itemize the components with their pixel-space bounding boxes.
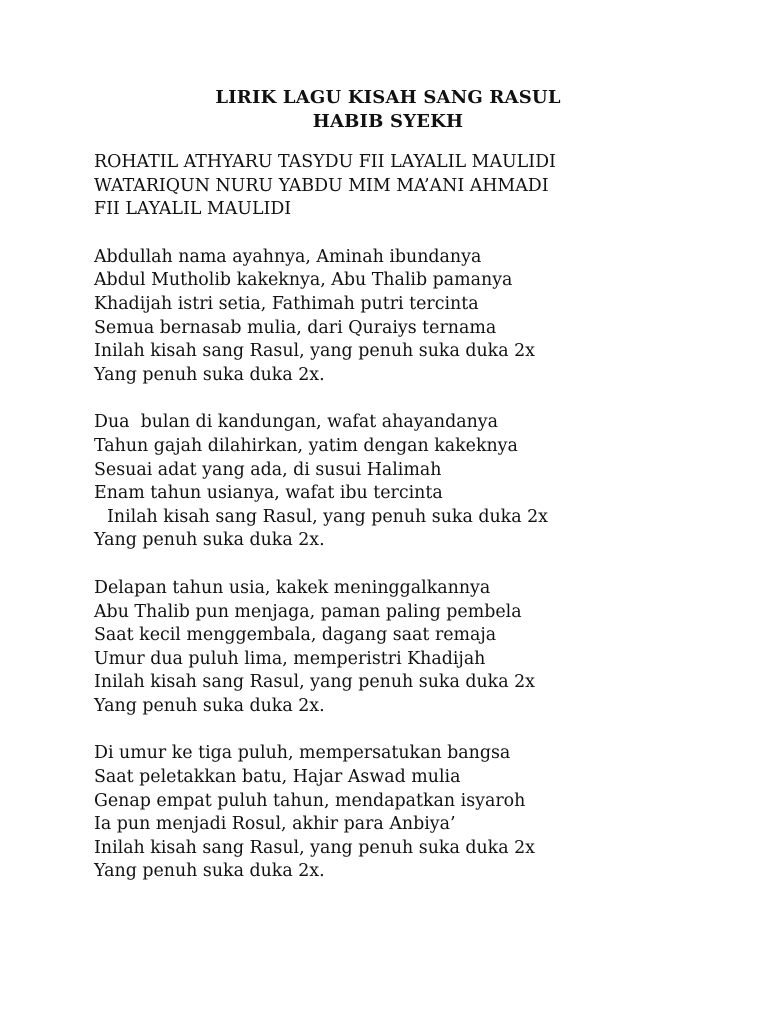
title-block xyxy=(0,86,768,134)
lyrics-body xyxy=(94,151,734,908)
lyric-line: Yang penuh suka duka 2x. xyxy=(94,364,325,385)
lyric-line: Yang penuh suka duka 2x. xyxy=(94,861,325,882)
lyric-line: Abu Thalib pun menjaga, paman paling pembela xyxy=(94,601,522,622)
stanza-verse-1 xyxy=(94,246,734,388)
lyric-line: Dua bulan di kandungan, wafat ahayandanya xyxy=(94,412,498,433)
lyric-line: Enam tahun usianya, wafat ibu tercinta xyxy=(94,483,443,504)
lyric-line: Umur dua puluh lima, memperistri Khadijah xyxy=(94,648,486,669)
stanza-verse-2 xyxy=(94,411,734,553)
lyric-line: Delapan tahun usia, kakek meninggalkannya xyxy=(94,577,491,598)
document-subtitle: HABIB SYEKH xyxy=(312,111,464,132)
lyric-line: Yang penuh suka duka 2x. xyxy=(94,695,325,716)
lyric-line: Inilah kisah sang Rasul, yang penuh suka duka 2x xyxy=(94,341,535,362)
lyric-line: Inilah kisah sang Rasul, yang penuh suka duka 2x xyxy=(94,672,535,693)
lyric-line: Tahun gajah dilahirkan, yatim dengan kakeknya xyxy=(94,435,518,456)
lyric-line: Yang penuh suka duka 2x. xyxy=(94,530,325,551)
lyric-line: Inilah kisah sang Rasul, yang penuh suka duka 2x xyxy=(94,837,535,858)
lyric-line: Sesuai adat yang ada, di susui Halimah xyxy=(94,459,442,480)
lyric-line: Saat kecil menggembala, dagang saat remaja xyxy=(94,625,497,646)
stanza-chorus xyxy=(94,151,734,222)
lyric-line: Semua bernasab mulia, dari Quraiys ternama xyxy=(94,317,497,338)
lyric-line: Abdullah nama ayahnya, Aminah ibundanya xyxy=(94,246,482,267)
lyric-line: WATARIQUN NURU YABDU MIM MA’ANI AHMADI xyxy=(94,175,549,196)
document-title: LIRIK LAGU KISAH SANG RASUL xyxy=(215,87,561,108)
lyric-line: ROHATIL ATHYARU TASYDU FII LAYALIL MAULIDI xyxy=(94,152,556,172)
stanza-verse-4 xyxy=(94,742,734,884)
lyric-line: Genap empat puluh tahun, mendapatkan isyaroh xyxy=(94,790,526,811)
lyric-line: FII LAYALIL MAULIDI xyxy=(94,199,292,220)
lyric-line: Saat peletakkan batu, Hajar Aswad mulia xyxy=(94,767,461,788)
lyric-line: Di umur ke tiga puluh, mempersatukan bangsa xyxy=(94,743,511,764)
lyric-line: Khadijah istri setia, Fathimah putri tercinta xyxy=(94,293,479,314)
stanza-verse-3 xyxy=(94,577,734,719)
lyric-line: Abdul Mutholib kakeknya, Abu Thalib pamanya xyxy=(94,270,513,291)
lyric-line: Ia pun menjadi Rosul, akhir para Anbiya’ xyxy=(94,814,456,835)
lyric-line: Inilah kisah sang Rasul, yang penuh suka duka 2x xyxy=(107,506,548,527)
